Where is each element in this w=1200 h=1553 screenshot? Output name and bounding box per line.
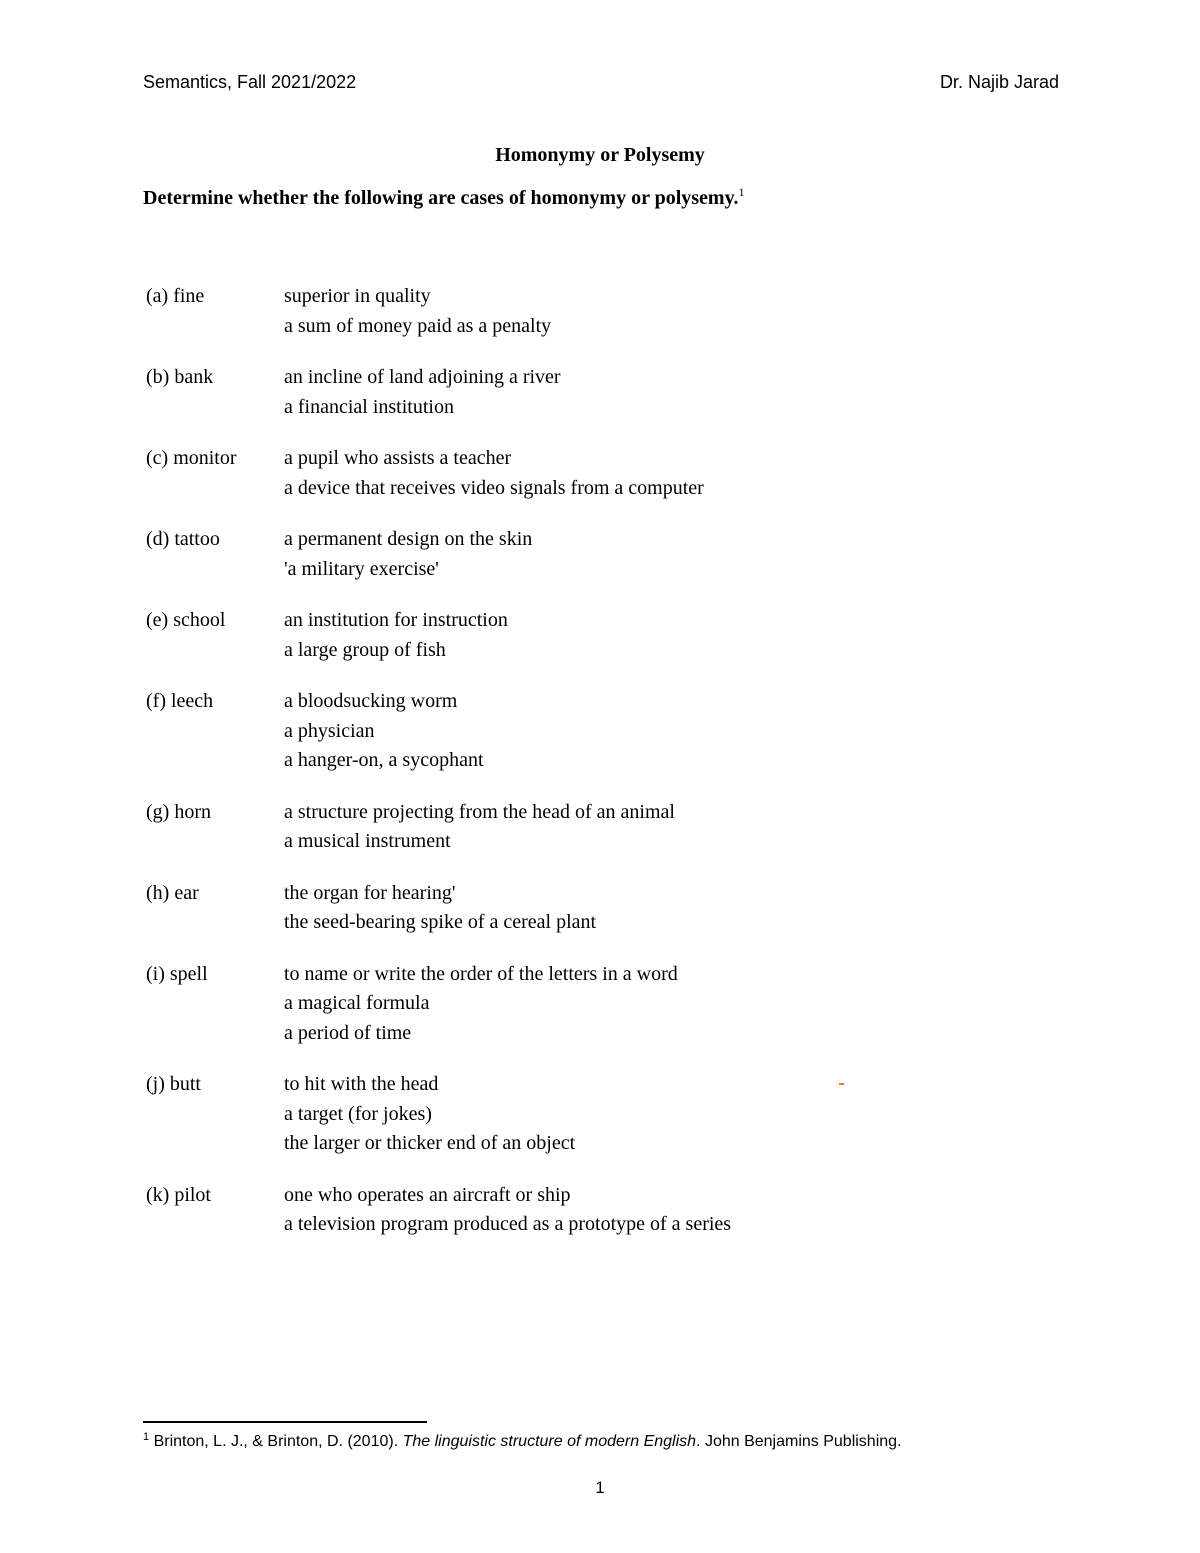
entry-senses xyxy=(284,1070,575,1159)
word-entry xyxy=(146,879,1046,938)
entry-senses xyxy=(284,363,561,422)
entry-senses xyxy=(284,1181,731,1240)
word-entry xyxy=(146,525,1046,584)
entry-sense: to name or write the order of the letters in a word xyxy=(284,962,678,985)
entry-sense: 'a military exercise' xyxy=(284,557,439,580)
header-course: Semantics, Fall 2021/2022 xyxy=(143,72,357,92)
footnote-number: 1 xyxy=(143,1431,150,1443)
entry-sense: superior in quality xyxy=(284,285,431,307)
stray-mark xyxy=(839,1083,844,1085)
entry-senses xyxy=(284,879,596,938)
entry-term: (i) spell xyxy=(146,962,208,985)
entry-term: (a) fine xyxy=(146,285,205,307)
entry-sense: a television program produced as a prototype of a series xyxy=(284,1213,732,1235)
entry-term: (e) school xyxy=(146,609,226,631)
entry-sense: a period of time xyxy=(284,1021,412,1044)
entry-sense: a device that receives video signals from a computer xyxy=(284,476,704,499)
entry-term: (f) leech xyxy=(146,690,214,712)
footnote xyxy=(143,1433,902,1451)
word-entry xyxy=(146,363,1046,422)
entry-sense: a physician xyxy=(284,719,375,742)
footnote-divider xyxy=(143,1421,427,1423)
page-title: Homonymy or Polysemy xyxy=(495,144,705,166)
entry-term: (c) monitor xyxy=(146,447,237,469)
entry-sense: a permanent design on the skin xyxy=(284,528,533,550)
footnote-publisher: . John Benjamins Publishing. xyxy=(696,1433,902,1450)
entry-sense: to hit with the head xyxy=(284,1073,439,1095)
entry-sense: the seed-bearing spike of a cereal plant xyxy=(284,911,597,933)
entry-term: (d) tattoo xyxy=(146,528,220,550)
page-number: 1 xyxy=(595,1478,605,1497)
entry-sense: a musical instrument xyxy=(284,830,451,852)
entry-sense: the organ for hearing' xyxy=(284,881,456,904)
word-entry xyxy=(146,1181,1046,1240)
word-list xyxy=(146,282,1046,1262)
instruction xyxy=(143,187,744,210)
entry-sense: an institution for instruction xyxy=(284,609,508,631)
footnote-book-title: The linguistic structure of modern English xyxy=(402,1433,697,1450)
footnote-authors: Brinton, L. J., & Brinton, D. (2010). xyxy=(153,1433,403,1450)
entry-sense: an incline of land adjoining a river xyxy=(284,366,561,388)
word-entry xyxy=(146,960,1046,1049)
entry-senses xyxy=(284,798,675,857)
word-entry xyxy=(146,1070,1046,1159)
entry-term: (k) pilot xyxy=(146,1183,211,1206)
word-entry xyxy=(146,444,1046,503)
entry-sense: a hanger-on, a sycophant xyxy=(284,749,484,771)
footnote-reference: 1 xyxy=(738,185,745,199)
entry-senses xyxy=(284,282,551,341)
entry-sense: one who operates an aircraft or ship xyxy=(284,1183,571,1206)
entry-senses xyxy=(284,687,484,776)
word-entry xyxy=(146,687,1046,776)
entry-sense: a bloodsucking worm xyxy=(284,690,458,712)
entry-sense: a large group of fish xyxy=(284,638,446,661)
entry-term: (j) butt xyxy=(146,1073,201,1095)
word-entry xyxy=(146,798,1046,857)
entry-senses xyxy=(284,525,532,584)
entry-term: (h) ear xyxy=(146,881,199,904)
entry-term: (g) horn xyxy=(146,800,211,823)
entry-sense: a structure projecting from the head of an animal xyxy=(284,800,675,823)
entry-senses xyxy=(284,444,704,503)
entry-sense: a pupil who assists a teacher xyxy=(284,447,512,469)
word-entry xyxy=(146,282,1046,341)
entry-sense: a magical formula xyxy=(284,992,430,1014)
instruction-text: Determine whether the following are cases of homonymy or polysemy. xyxy=(143,187,739,209)
header-author: Dr. Najib Jarad xyxy=(939,72,1059,92)
word-entry xyxy=(146,606,1046,665)
entry-sense: the larger or thicker end of an object xyxy=(284,1132,576,1154)
entry-sense: a target (for jokes) xyxy=(284,1102,432,1125)
entry-senses xyxy=(284,960,678,1049)
entry-term: (b) bank xyxy=(146,366,214,388)
entry-sense: a sum of money paid as a penalty xyxy=(284,314,552,337)
entry-senses xyxy=(284,606,508,665)
entry-sense: a financial institution xyxy=(284,395,454,418)
